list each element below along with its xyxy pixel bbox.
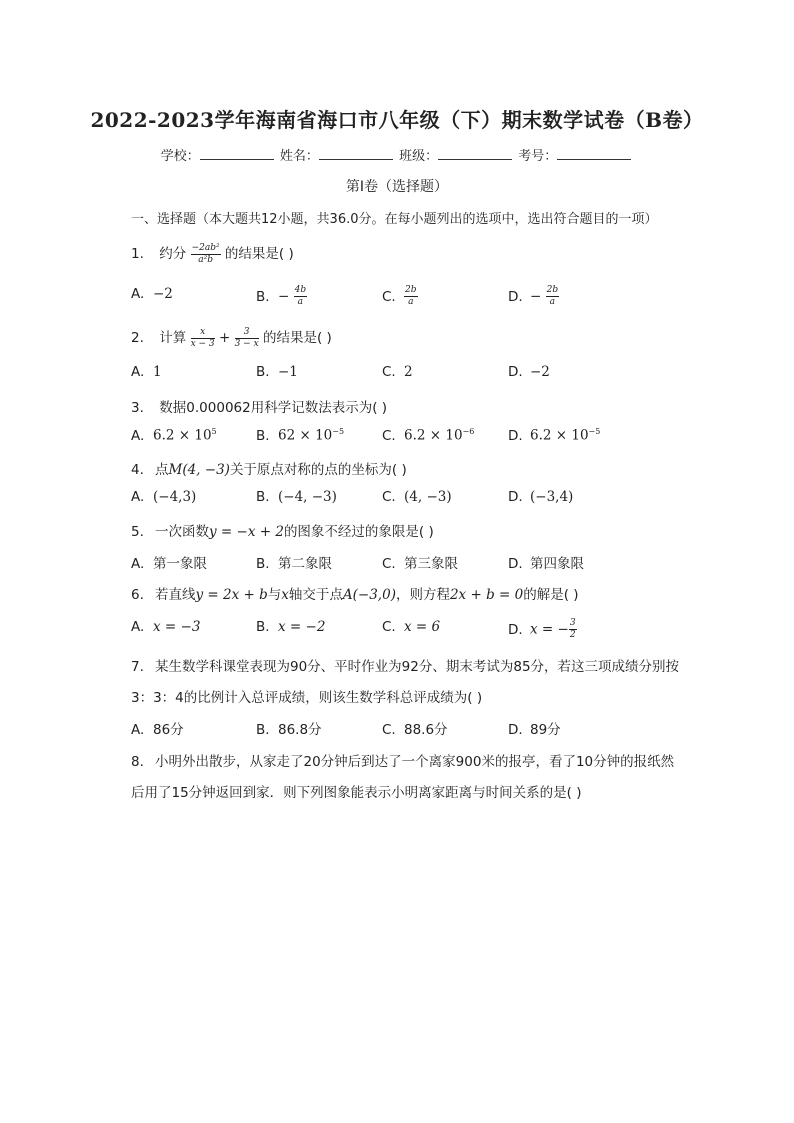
option-text: −1: [278, 364, 298, 380]
question-2: [131, 326, 332, 349]
option-label: D.: [508, 288, 523, 305]
option-label: C.: [382, 427, 396, 444]
fraction-numerator: 3: [235, 328, 259, 339]
question-text: 与: [267, 587, 282, 603]
question-text: 关于原点对称的点的坐标为( ): [229, 462, 407, 478]
option-c[interactable]: [382, 364, 413, 380]
option-b[interactable]: [256, 489, 337, 505]
name-blank[interactable]: [319, 147, 393, 160]
option-label: A.: [131, 619, 145, 635]
option-label: B.: [256, 364, 270, 380]
exponent: −5: [332, 427, 345, 436]
option-label: A.: [131, 286, 145, 302]
fraction: [404, 286, 418, 307]
question-text: 后用了15分钟返回到家．则下列图象能表示小明离家距离与时间关系的是( ): [131, 785, 582, 801]
option-a[interactable]: [131, 718, 184, 738]
option-d[interactable]: [508, 552, 584, 572]
question-text: 的结果是( ): [224, 246, 294, 262]
option-text: 6.2 × 10: [530, 427, 589, 444]
question-1: [131, 242, 294, 265]
option-d[interactable]: [508, 718, 561, 738]
question-4: [131, 458, 407, 478]
math-expression: A(−3,0): [342, 587, 396, 603]
option-label: A.: [131, 556, 145, 572]
option-text: 6.2 × 10: [153, 427, 212, 444]
class-blank[interactable]: [438, 147, 512, 160]
option-label: C.: [382, 489, 396, 505]
option-text: 第二象限: [278, 556, 332, 572]
option-b[interactable]: [256, 286, 307, 307]
question-8-line-2: [131, 781, 582, 801]
option-label: A.: [131, 427, 145, 444]
option-b[interactable]: [256, 364, 298, 380]
option-label: D.: [508, 364, 523, 380]
option-label: B.: [256, 427, 270, 444]
option-b[interactable]: [256, 718, 322, 738]
math-expression: x: [281, 587, 289, 603]
option-text: 2: [404, 364, 413, 380]
option-label: D.: [508, 489, 523, 505]
exponent: −6: [462, 427, 475, 436]
option-label: B.: [256, 288, 270, 305]
fraction: [294, 286, 308, 307]
question-5: [131, 520, 434, 540]
option-a[interactable]: [131, 552, 207, 572]
fraction-denominator: a: [408, 297, 414, 307]
option-a[interactable]: [131, 489, 196, 505]
fraction-numerator: x: [191, 328, 215, 339]
question-text: 约分: [159, 246, 187, 262]
math-expression: y = −x + 2: [209, 524, 284, 540]
option-text: x = −2: [278, 619, 326, 635]
question-text: 一次函数: [155, 524, 209, 540]
question-number: 4.: [131, 462, 144, 478]
question-text: 的图象不经过的象限是( ): [283, 524, 434, 540]
option-text: x = 6: [404, 619, 441, 635]
fraction-numerator: 3: [569, 618, 576, 628]
option-text: −2: [530, 364, 550, 380]
question-number: 8.: [131, 754, 144, 770]
number-blank[interactable]: [557, 147, 631, 160]
question-number: 3.: [131, 400, 144, 416]
question-3: [131, 396, 387, 416]
option-text: 1: [153, 364, 162, 380]
option-d[interactable]: [508, 364, 550, 380]
question-text: ，则方程: [395, 587, 450, 603]
math-expression: y = 2x + b: [195, 587, 268, 603]
option-text: −2: [153, 286, 173, 302]
option-text: (−4, −3): [278, 489, 337, 505]
class-label: 班级：: [399, 149, 439, 164]
option-sign: −: [530, 288, 542, 305]
option-text: 第一象限: [153, 556, 207, 572]
number-label: 考号：: [518, 149, 558, 164]
math-expression: 2x + b = 0: [449, 587, 524, 603]
option-b[interactable]: [256, 427, 344, 444]
question-7-line-2: [131, 686, 482, 706]
question-text: 某生数学科课堂表现为90分、平时作业为92分、期末考试为85分，若这三项成绩分别按: [155, 659, 680, 675]
fraction-denominator: 3 − x: [234, 338, 259, 349]
fraction: [191, 328, 215, 349]
option-label: C.: [382, 556, 396, 572]
question-6: [131, 583, 579, 603]
option-text: 第四象限: [530, 556, 584, 572]
question-text: 的解是( ): [523, 587, 579, 603]
option-label: A.: [131, 722, 145, 738]
fraction-numerator: 2b: [405, 285, 417, 295]
option-a[interactable]: [131, 286, 173, 302]
fraction-denominator: a²b: [198, 254, 213, 265]
question-text: 轴交于点: [288, 587, 343, 603]
fraction-denominator: a: [549, 297, 556, 307]
option-label: C.: [382, 288, 396, 305]
option-label: C.: [382, 619, 396, 635]
student-info-line: [0, 145, 794, 164]
option-text: 第三象限: [404, 556, 458, 572]
option-label: C.: [382, 364, 396, 380]
fraction: [191, 244, 221, 265]
option-text: x = −: [530, 621, 569, 638]
question-number: 6.: [131, 587, 144, 603]
fraction-numerator: 2b: [546, 285, 559, 295]
option-text: 86.8分: [278, 722, 322, 738]
question-7: [131, 655, 679, 675]
question-text: 若直线: [155, 587, 196, 603]
option-d[interactable]: [508, 286, 559, 307]
option-d[interactable]: [508, 619, 577, 640]
fraction: [546, 286, 560, 307]
option-label: B.: [256, 619, 270, 635]
section-heading: 一、选择题（本大题共12小题，共36.0分。在每小题列出的选项中，选出符合题目的一项）: [131, 212, 658, 227]
option-c[interactable]: [382, 619, 440, 635]
question-number: 5.: [131, 524, 144, 540]
plus-sign: +: [218, 330, 231, 346]
option-a[interactable]: [131, 619, 200, 635]
fraction-denominator: a: [297, 297, 304, 307]
school-label: 学校：: [160, 149, 200, 164]
name-label: 姓名：: [279, 149, 319, 164]
fraction-denominator: x − 3: [190, 338, 215, 349]
option-b[interactable]: [256, 552, 332, 572]
fraction-denominator: 2: [569, 630, 576, 640]
option-d[interactable]: [508, 489, 573, 505]
math-expression: M(4, −3): [168, 462, 230, 478]
option-label: B.: [256, 722, 270, 738]
option-b[interactable]: [256, 619, 325, 635]
exponent: −5: [588, 427, 601, 436]
option-text: 62 × 10: [278, 427, 333, 444]
fraction: [235, 328, 259, 349]
option-text: (−4,3): [153, 489, 197, 505]
option-label: A.: [131, 364, 145, 380]
option-a[interactable]: [131, 364, 162, 380]
option-sign: −: [278, 288, 290, 305]
option-a[interactable]: [131, 427, 217, 444]
option-text: 86分: [153, 722, 184, 738]
question-text: 点: [155, 462, 169, 478]
fraction-numerator: −2ab²: [191, 242, 220, 253]
option-text: (4, −3): [404, 489, 452, 505]
option-label: D.: [508, 427, 523, 444]
option-label: D.: [508, 556, 523, 572]
part-heading: 第Ⅰ卷（选择题）: [345, 179, 449, 195]
option-label: D.: [508, 621, 523, 638]
question-text: 数据0.000062用科学记数法表示为( ): [159, 400, 388, 416]
fraction: [569, 619, 577, 640]
option-label: D.: [508, 722, 523, 738]
option-text: (−3,4): [530, 489, 574, 505]
question-number: 2.: [131, 330, 144, 346]
question-8: [131, 750, 674, 770]
option-c[interactable]: [382, 427, 474, 444]
option-label: C.: [382, 722, 396, 738]
school-blank[interactable]: [200, 147, 274, 160]
option-label: B.: [256, 556, 270, 572]
question-text: 计算: [159, 330, 187, 346]
option-label: B.: [256, 489, 270, 505]
exam-title: 2022-2023学年海南省海口市八年级（下）期末数学试卷（B卷）: [90, 108, 704, 132]
question-text: 的结果是( ): [262, 330, 332, 346]
option-text: 89分: [530, 722, 561, 738]
option-c[interactable]: [382, 286, 418, 307]
question-text: 3：3：4的比例计入总评成绩，则该生数学科总评成绩为( ): [131, 690, 483, 706]
option-text: 88.6分: [404, 722, 448, 738]
question-number: 1.: [131, 246, 144, 262]
option-text: x = −3: [153, 619, 201, 635]
option-c[interactable]: [382, 552, 458, 572]
option-text: 6.2 × 10: [404, 427, 463, 444]
exponent: 5: [211, 427, 217, 436]
question-text: 小明外出散步，从家走了20分钟后到达了一个离家900米的报亭，看了10分钟的报纸然: [155, 754, 675, 770]
option-c[interactable]: [382, 718, 448, 738]
fraction-numerator: 4b: [294, 285, 307, 295]
option-c[interactable]: [382, 489, 452, 505]
question-number: 7.: [131, 659, 144, 675]
option-label: A.: [131, 489, 145, 505]
option-d[interactable]: [508, 427, 600, 444]
